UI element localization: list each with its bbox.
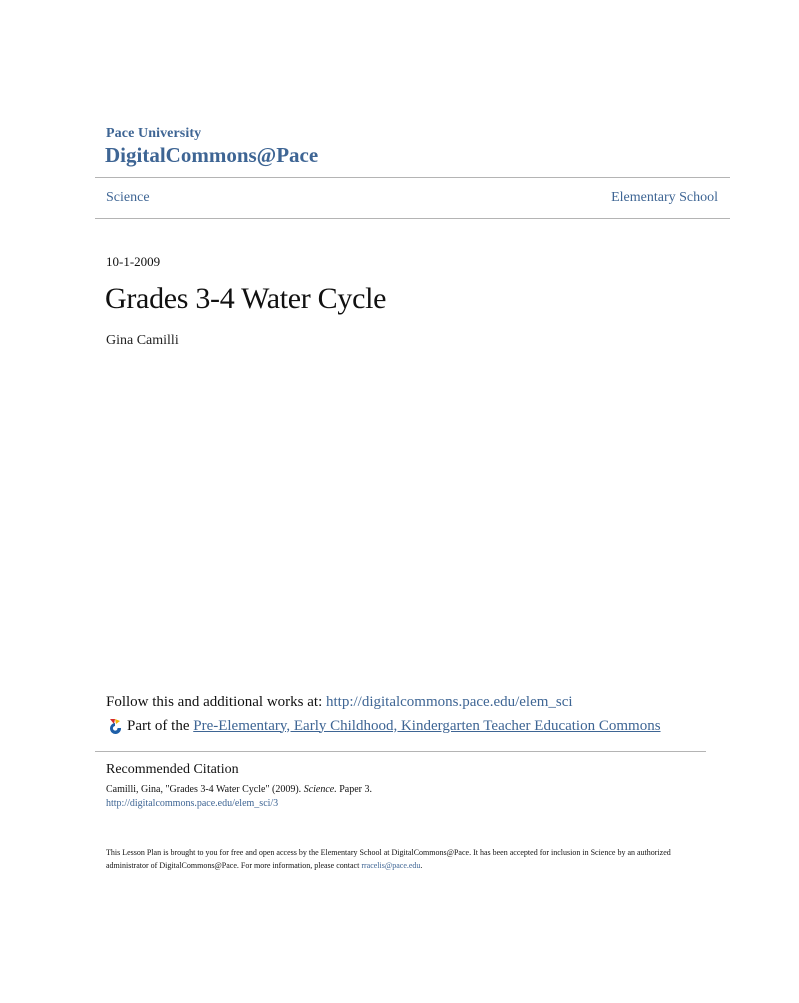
follow-line — [106, 694, 573, 711]
part-of-label: Part of the — [127, 717, 190, 734]
bepress-commons-network-icon — [106, 717, 124, 735]
citation-prefix: Camilli, Gina, "Grades 3-4 Water Cycle" (2009). — [106, 784, 304, 795]
series-link-science[interactable]: Science — [106, 190, 150, 205]
citation-text — [106, 784, 372, 795]
follow-url-link[interactable]: http://digitalcommons.pace.edu/elem_sci — [325, 694, 573, 710]
citation-heading: Recommended Citation — [106, 762, 239, 777]
department-link-elementary-school[interactable]: Elementary School — [611, 190, 718, 205]
notice-end: . — [420, 861, 423, 870]
top-divider — [95, 177, 730, 178]
citation-journal: Science. — [303, 784, 337, 795]
document-title: Grades 3-4 Water Cycle — [105, 282, 387, 315]
commons-discipline-link[interactable]: Pre-Elementary, Early Childhood, Kindergarten Teacher Education Commons — [193, 717, 661, 734]
part-of-line — [106, 717, 661, 735]
repository-name[interactable]: DigitalCommons@Pace — [105, 143, 319, 167]
follow-label: Follow this and additional works at: — [106, 694, 326, 710]
institution-name: Pace University — [106, 126, 202, 141]
citation-divider — [95, 751, 706, 752]
contact-email-link[interactable]: rracelis@pace.edu — [361, 861, 421, 870]
notice-text: This Lesson Plan is brought to you for free and open access by the Elementary School at DigitalCommons@Pace. It has been accepted for inclusion in Science by an authorized administrator of DigitalCommons@Pace. For more information, please contact — [106, 848, 671, 870]
author-name: Gina Camilli — [106, 333, 179, 348]
access-notice — [106, 846, 706, 872]
citation-url-link[interactable]: http://digitalcommons.pace.edu/elem_sci/3 — [106, 798, 279, 809]
citation-suffix: Paper 3. — [336, 784, 373, 795]
publication-date: 10-1-2009 — [106, 254, 161, 269]
nav-divider — [95, 218, 730, 219]
